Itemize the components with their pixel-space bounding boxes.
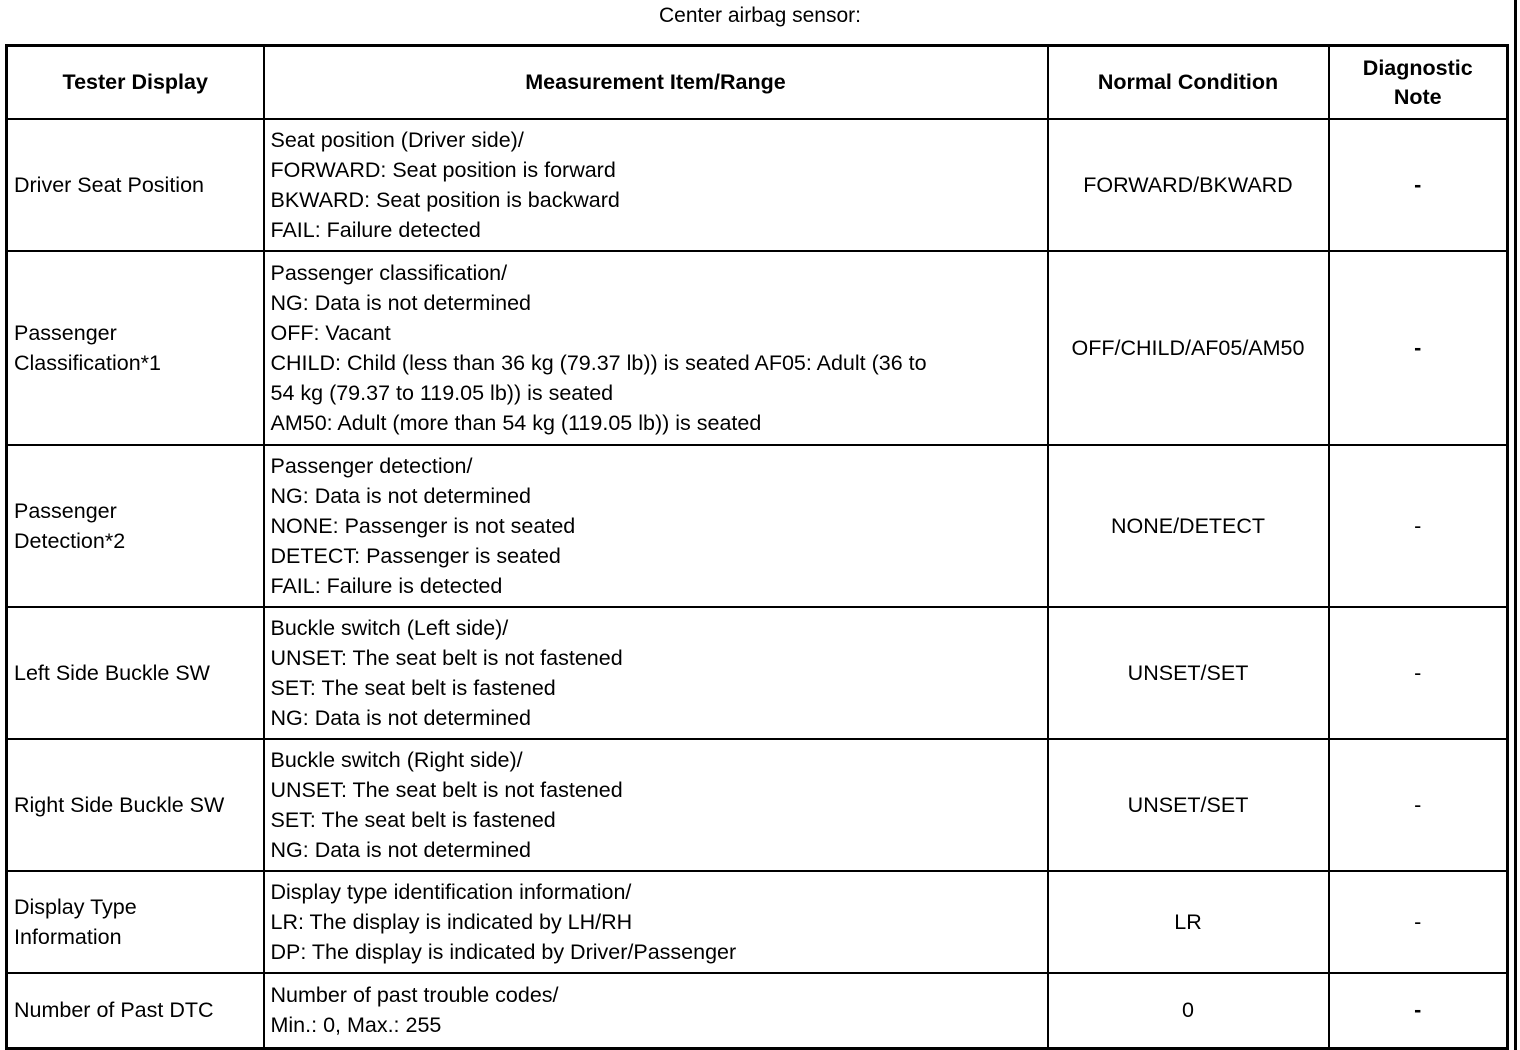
tester-display-line: Number of Past DTC [14,998,214,1023]
header-tester-display: Tester Display [7,46,264,120]
table-row [7,251,1508,445]
measurement-range-line: FAIL: Failure detected [270,218,481,242]
measurement-range-line: Buckle switch (Left side)/ [270,616,509,640]
cell-diagnostic-note: - [1329,871,1508,973]
tester-display-line: Left Side Buckle SW [14,661,210,685]
header-normal-condition: Normal Condition [1048,46,1329,120]
cell-diagnostic-note: - [1329,445,1508,607]
measurement-range-line: Min.: 0, Max.: 255 [270,1013,442,1038]
table-row [7,871,1508,973]
measurement-range-line: FAIL: Failure is detected [270,574,503,598]
measurement-range-line: DETECT: Passenger is seated [270,544,561,568]
cell-diagnostic-note: - [1329,739,1508,871]
cell-measurement-range [264,607,1048,739]
cell-measurement-range [264,119,1048,251]
measurement-range-line: NONE: Passenger is not seated [270,514,576,538]
measurement-range-line: Number of past trouble codes/ [270,983,559,1008]
measurement-range-line: Seat position (Driver side)/ [270,128,524,152]
cell-tester-display [7,607,264,739]
cell-tester-display [7,739,264,871]
measurement-range-line: CHILD: Child (less than 36 kg (79.37 lb)) is seated AF05: Adult (36 to [270,351,927,375]
header-note-line: Diagnostic [1362,55,1473,80]
cell-normal-condition: NONE/DETECT [1048,445,1329,607]
cell-tester-display [7,119,264,251]
cell-measurement-range [264,871,1048,973]
cell-normal-condition: UNSET/SET [1048,739,1329,871]
page-edge-rule [1514,0,1517,1050]
tester-display-line: Passenger [14,499,117,523]
table-caption: Center airbag sensor: [659,4,861,27]
measurement-range-line: OFF: Vacant [270,321,391,345]
tester-display-line: Detection*2 [14,529,126,553]
data-monitor-table [5,44,1509,1050]
cell-normal-condition: LR [1048,871,1329,973]
tester-display-line: Right Side Buckle SW [14,793,225,817]
tester-display-line: Driver Seat Position [14,173,204,197]
header-note-line: Note [1393,84,1442,109]
measurement-range-line: Buckle switch (Right side)/ [270,748,523,772]
header-diagnostic-note [1329,46,1508,120]
cell-measurement-range [264,739,1048,871]
measurement-range-line: FORWARD: Seat position is forward [270,158,616,182]
measurement-range-line: NG: Data is not determined [270,291,532,315]
table-row [7,739,1508,871]
cell-tester-display [7,445,264,607]
measurement-range-line: BKWARD: Seat position is backward [270,188,620,212]
table-row [7,607,1508,739]
measurement-range-line: NG: Data is not determined [270,706,532,730]
cell-diagnostic-note: - [1329,607,1508,739]
measurement-range-line: SET: The seat belt is fastened [270,676,556,700]
measurement-range-line: AM50: Adult (more than 54 kg (119.05 lb)) is seated [270,411,762,435]
cell-measurement-range [264,251,1048,445]
tester-display-line: Passenger [14,321,117,345]
cell-diagnostic-note: - [1329,973,1508,1048]
tester-display-line: Classification*1 [14,351,161,375]
measurement-range-line: Display type identification information/ [270,880,632,904]
table-row [7,119,1508,251]
tester-display-line: Display Type [14,895,137,919]
measurement-range-line: UNSET: The seat belt is not fastened [270,646,623,670]
cell-tester-display [7,973,264,1048]
measurement-range-line: NG: Data is not determined [270,484,532,508]
measurement-range-line: SET: The seat belt is fastened [270,808,556,832]
cell-normal-condition: OFF/CHILD/AF05/AM50 [1048,251,1329,445]
cell-tester-display [7,871,264,973]
cell-measurement-range [264,445,1048,607]
measurement-range-line: LR: The display is indicated by LH/RH [270,910,633,934]
cell-diagnostic-note: - [1329,119,1508,251]
measurement-range-line: DP: The display is indicated by Driver/Passenger [270,940,737,964]
cell-normal-condition: FORWARD/BKWARD [1048,119,1329,251]
measurement-range-line: UNSET: The seat belt is not fastened [270,778,623,802]
measurement-range-line: Passenger detection/ [270,454,473,478]
measurement-range-line: NG: Data is not determined [270,838,532,862]
measurement-range-line: Passenger classification/ [270,261,508,285]
cell-measurement-range [264,973,1048,1048]
header-measurement-item: Measurement Item/Range [264,46,1048,120]
cell-diagnostic-note: - [1329,251,1508,445]
table-row [7,445,1508,607]
measurement-range-line: 54 kg (79.37 to 119.05 lb)) is seated [270,381,614,405]
table-body [7,119,1508,1048]
table-row [7,973,1508,1048]
tester-display-line: Information [14,925,122,949]
cell-normal-condition: UNSET/SET [1048,607,1329,739]
cell-tester-display [7,251,264,445]
header-row [7,46,1508,120]
cell-normal-condition: 0 [1048,973,1329,1048]
